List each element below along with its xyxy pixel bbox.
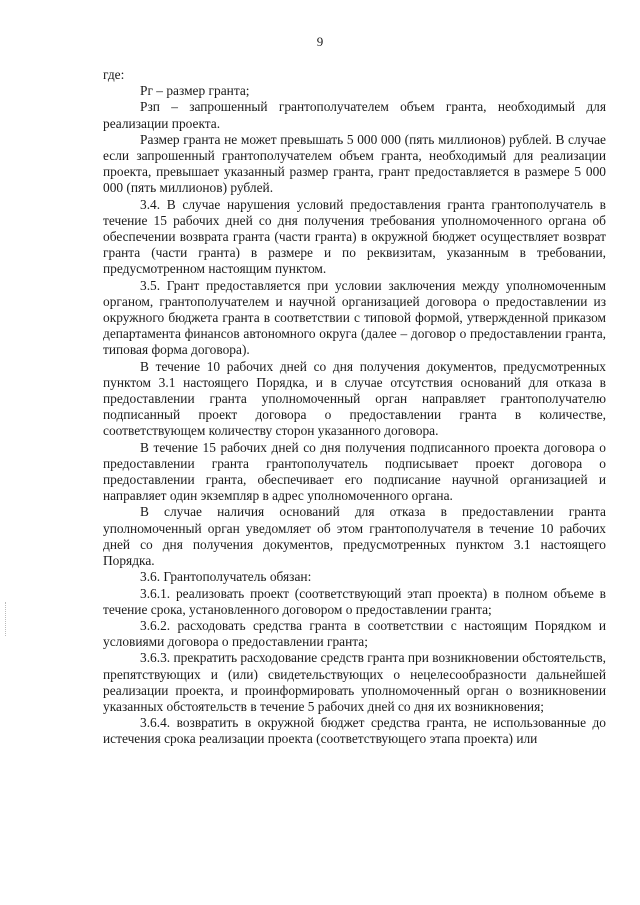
paragraph-3-4: 3.4. В случае нарушения условий предоставления гранта грантополучатель в течение 15 рабочих дней со дня получения требования уполномоченного органа об обеспечении возврата гранта (части гранта) в окружной бюджет осуществляет возврат гранта (части гранта) в размере и по реквизитам, указанным в требовании, предусмотренном настоящим пунктом. (103, 196, 606, 277)
page-number: 9 (316, 34, 324, 49)
paragraph-3-6-2: 3.6.2. расходовать средства гранта в соответствии с настоящим Порядком и условиями договора о предоставлении гранта; (103, 617, 606, 650)
paragraph-rzp-definition: Рзп – запрошенный грантополучателем объем гранта, необходимый для реализации проекта. (103, 99, 606, 131)
paragraph-where: где: (103, 67, 125, 82)
paragraph-rg-definition: Рг – размер гранта; (140, 83, 250, 99)
paragraph-3-6: 3.6. Грантополучатель обязан: (140, 569, 312, 585)
paragraph-3-5-refusal: В случае наличия оснований для отказа в предоставлении гранта уполномоченный орган уведомляет об этом грантополучателя в течение 10 рабочих дней со дня получения документов, предусмотренных пунктом 3.1 настоящего Порядка. (103, 504, 606, 569)
scan-margin-mark (5, 602, 10, 636)
paragraph-3-6-3: 3.6.3. прекратить расходование средств гранта при возникновении обстоятельств, препятствующих и (или) свидетельствующих о нецелесообразности дальнейшей реализации проекта, и проинформировать уполномоченный орган о возникновении указанных обстоятельств в течение 5 рабочих дней со дня их возникновения; (103, 650, 606, 714)
paragraph-3-6-4: 3.6.4. возвратить в окружной бюджет средства гранта, не использованные до истечения срока реализации проекта (соответствующего этапа проекта) или (103, 715, 606, 747)
document-body (103, 67, 606, 748)
paragraph-grant-limit: Размер гранта не может превышать 5 000 000 (пять миллионов) рублей. В случае если запрошенный грантополучателем объем гранта, необходимый для реализации проекта, превышает указанный размер гранта, грант предоставляется в размере 5 000 000 (пять миллионов) рублей. (103, 131, 606, 196)
paragraph-3-5-term-10-days: В течение 10 рабочих дней со дня получения документов, предусмотренных пунктом 3.1 настоящего Порядка, и в случае отсутствия оснований для отказа в предоставлении гранта уполномоченный орган направляет грантополучателю подписанный проект договора о предоставлении гранта в количестве, соответствующем количеству сторон указанного договора. (103, 358, 606, 439)
paragraph-3-5: 3.5. Грант предоставляется при условии заключения между уполномоченным органом, грантополучателем и научной организацией договора о предоставлении из окружного бюджета гранта в соответствии с типовой формой, утвержденной приказом департамента финансов автономного округа (далее – договор о предоставлении гранта, типовая форма договора). (103, 277, 606, 358)
paragraph-3-5-term-15-days: В течение 15 рабочих дней со дня получения подписанного проекта договора о предоставлении гранта грантополучатель подписывает проект договора о предоставлении гранта, обеспечивает его подписание научной организацией и направляет один экземпляр в адрес уполномоченного органа. (103, 439, 606, 504)
paragraph-3-6-1: 3.6.1. реализовать проект (соответствующий этап проекта) в полном объеме в течение срока, установленного договором о предоставлении гранта; (103, 585, 606, 617)
